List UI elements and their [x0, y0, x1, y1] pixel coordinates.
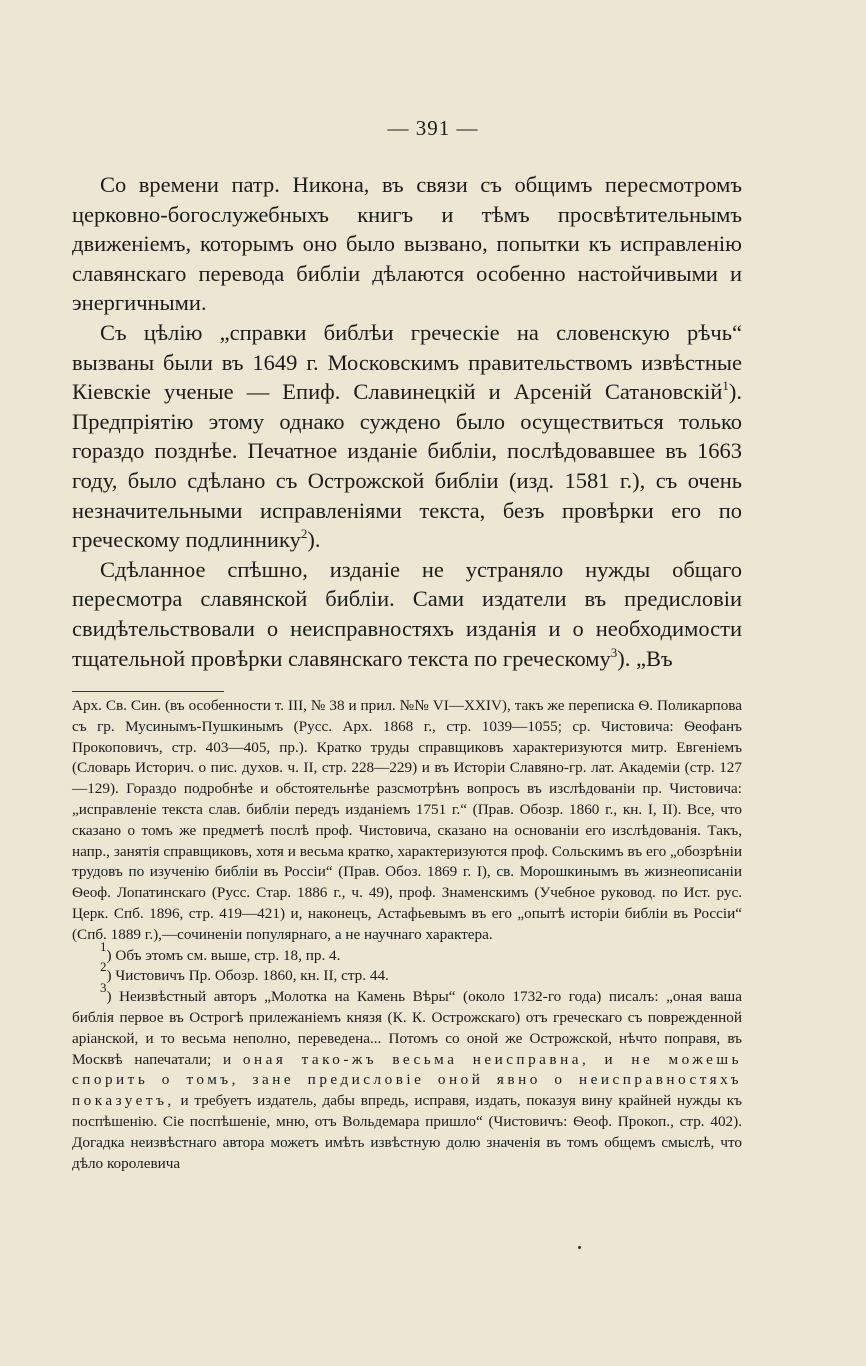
- footnote-1-text: ) Объ этомъ см. выше, стр. 18, пр. 4.: [106, 946, 341, 964]
- paragraph-3-text: Сдѣланное спѣшно, изданіе не устраняло нужды общаго пересмотра славянской библіи. Сами издатели въ предисловіи свидѣтельствовали о неисправностяхъ изданія и о необходимости тщательной провѣрки славянскаго текста по греческому: [72, 556, 742, 671]
- footnote-2-mark: 2: [100, 959, 107, 975]
- paragraph-2-text-end: ).: [307, 527, 321, 553]
- footnote-3-mark: 3: [100, 980, 107, 996]
- footnote-ref-3: 3: [610, 644, 618, 660]
- paragraph-2: [72, 318, 742, 555]
- paper-speck: [578, 1246, 581, 1249]
- footnote-2: [72, 959, 742, 987]
- footnote-3-text: ) Неизвѣстный авторъ „Молотка на Камень Вѣры“ (около 1732-го года) писалъ: „оная ваша библія первое въ Острогѣ прилежаніемъ князя (К. К. Острожскаго) отъ греческаго съ поврежденной аріанской, и то весьма неполно, переведена... Потомъ со оной же Острожской, нѣчто поправя, въ Москвѣ напечатали; и: [72, 988, 742, 1068]
- paragraph-2-text-cont: ). Предпріятію этому однако суждено было осуществиться только гораздо позднѣе. Печатное изданіе библіи, послѣдовавшее въ 1663 году, было сдѣлано съ Острожской библіи (изд. 1581 г.), съ очень незначительными исправленіями текста, безъ провѣрки его по греческому подлиннику: [72, 379, 742, 553]
- paragraph-2-text: Съ цѣлію „справки библѣи греческіе на словенскую рѣчь“ вызваны были въ 1649 г. Московскимъ правительствомъ извѣстные Кіевскіе ученые — Епиф. Славинецкій и Арсеній Сатановскій: [72, 319, 742, 405]
- footnote-3: [72, 980, 743, 1174]
- footnote-1-mark: 1: [100, 938, 107, 954]
- footnote-carryover: Арх. Св. Син. (въ особенности т. III, № 38 и прил. №№ VI—XXIV), такъ же переписка Ѳ. Поликарпова съ гр. Мусинымъ-Пушкинымъ (Русс. Арх. 1868 г., стр. 1039—1055; ср. Чистовича: Ѳеофанъ Прокоповичъ, стр. 403—405, пр.). Кратко труды справщиковъ характеризуются митр. Евгеніемъ (Словарь Историч. о пис. духов. ч. II, стр. 228—229) и въ Исторіи Славяно-гр. лат. Академіи (стр. 127—129). Гораздо подробнѣе и обстоятельнѣе разсмотрѣнъ вопросъ въ изслѣдованіи пр. Чистовича: „исправленіе текста слав. библіи передъ изданіемъ 1751 г.“ (Прав. Обозр. 1860 г., кн. I, II). Все, что сказано о томъ же предметѣ послѣ проф. Чистовича, сказано на основаніи его изслѣдованія. Такъ, напр., занятія справщиковъ, хотя и весьма кратко, характеризуются проф. Сольскимъ въ его „обозрѣніи трудовъ по изученію библіи въ Россіи“ (Прав. Обоз. 1869 г. I), св. Морошкинымъ въ жизнеописаніи Ѳеоф. Лопатинскаго (Русс. Стар. 1886 г., ч. 49), проф. Знаменскимъ (Учебное руковод. по Ист. рус. Церк. Спб. 1896, стр. 419—421) и, наконецъ, Астафьевымъ въ его „опытѣ исторіи библіи въ Россіи“ (Спб. 1889 г.),—сочиненіи популярнаго, а не научнаго характера.: [72, 697, 742, 943]
- paragraph-3: [72, 555, 742, 673]
- footnote-3-text-end: и требуетъ издатель, дабы впредь, исправя, издать, показуя вину крайней нужды къ поспѣшенію. Сіе поспѣшеніе, мню, отъ Вольдемара пришло“ (Чистовичъ: Ѳеоф. Прокоп., стр. 402). Догадка неизвѣстнаго автора можетъ имѣть извѣстную долю значенія въ томъ общемъ смыслѣ, что дѣло королевича: [72, 1092, 742, 1172]
- footnotes: [72, 696, 742, 1174]
- footnote-ref-2: 2: [300, 526, 308, 542]
- main-text: [72, 170, 742, 673]
- footnote-2-text: ) Чистовичъ Пр. Обозр. 1860, кн. II, стр. 44.: [106, 967, 389, 985]
- footnote-separator: [72, 691, 224, 692]
- paragraph-3-text-cont: ). „Въ: [617, 645, 673, 671]
- footnote-ref-1: 1: [722, 378, 729, 394]
- paragraph-1: Со времени патр. Никона, въ связи съ общимъ пересмотромъ церковно-богослужебныхъ книгъ и тѣмъ просвѣтительнымъ движеніемъ, которымъ оно было вызвано, попытки къ исправленію славянскаго перевода библіи дѣлаются особенно настойчивыми и энергичными.: [72, 172, 742, 316]
- footnote-3-spaced-quote: оная тако-жъ весьма неисправна, и не можешь спорить о томъ, зане предисловіе оной явно о неисправностяхъ показуетъ,: [72, 1050, 743, 1110]
- page-number: — 391 —: [387, 116, 479, 140]
- footnote-1: [72, 938, 742, 967]
